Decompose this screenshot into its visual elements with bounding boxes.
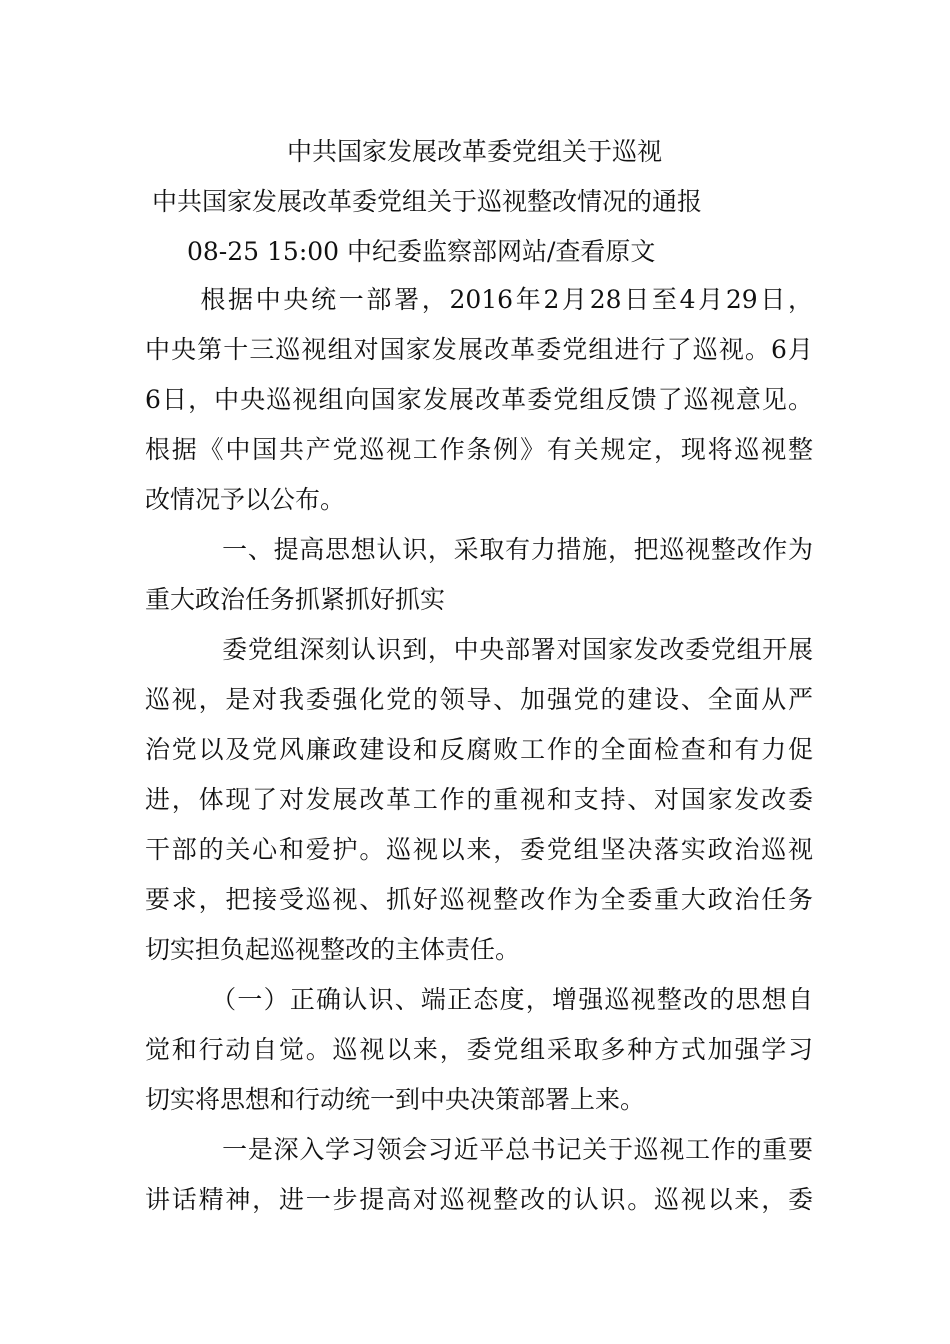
body-line: 6日，中央巡视组向国家发展改革委党组反馈了巡视意见。 (145, 385, 813, 414)
subsection-line: （一）正确认识、端正态度，增强巡视整改的思想自 (145, 985, 813, 1014)
section-heading-line: 重大政治任务抓紧抓好抓实 (145, 585, 446, 614)
body-line: 巡视，是对我委强化党的领导、加强党的建设、全面从严 (145, 685, 813, 714)
body-line: 根据中央统一部署，2016年2月28日至4月29日， (145, 285, 813, 314)
document-subtitle: 中共国家发展改革委党组关于巡视整改情况的通报 (152, 187, 703, 216)
body-line: 根据《中国共产党巡视工作条例》有关规定，现将巡视整 (145, 435, 813, 464)
body-line: 干部的关心和爱护。巡视以来，委党组坚决落实政治巡视 (145, 835, 813, 864)
body-line: 要求，把接受巡视、抓好巡视整改作为全委重大政治任务 (145, 885, 813, 914)
body-line: 改情况予以公布。 (145, 485, 346, 514)
document-title: 中共国家发展改革委党组关于巡视 (287, 137, 663, 166)
body-line: 觉和行动自觉。巡视以来，委党组采取多种方式加强学习 (145, 1035, 813, 1064)
section-heading-line: 一、提高思想认识，采取有力措施，把巡视整改作为 (145, 535, 813, 564)
body-line: 一是深入学习领会习近平总书记关于巡视工作的重要 (145, 1135, 813, 1164)
body-line: 讲话精神，进一步提高对巡视整改的认识。巡视以来，委 (145, 1185, 813, 1214)
body-line: 进，体现了对发展改革工作的重视和支持、对国家发改委 (145, 785, 813, 814)
document-meta: 08-25 15:00 中纪委监察部网站/查看原文 (187, 237, 656, 266)
body-line: 治党以及党风廉政建设和反腐败工作的全面检查和有力促 (145, 735, 813, 764)
body-line: 中央第十三巡视组对国家发展改革委党组进行了巡视。6月 (145, 335, 813, 364)
body-line: 委党组深刻认识到，中央部署对国家发改委党组开展 (145, 635, 813, 664)
body-line: 切实担负起巡视整改的主体责任。 (145, 935, 521, 964)
body-line: 切实将思想和行动统一到中央决策部署上来。 (145, 1085, 646, 1114)
